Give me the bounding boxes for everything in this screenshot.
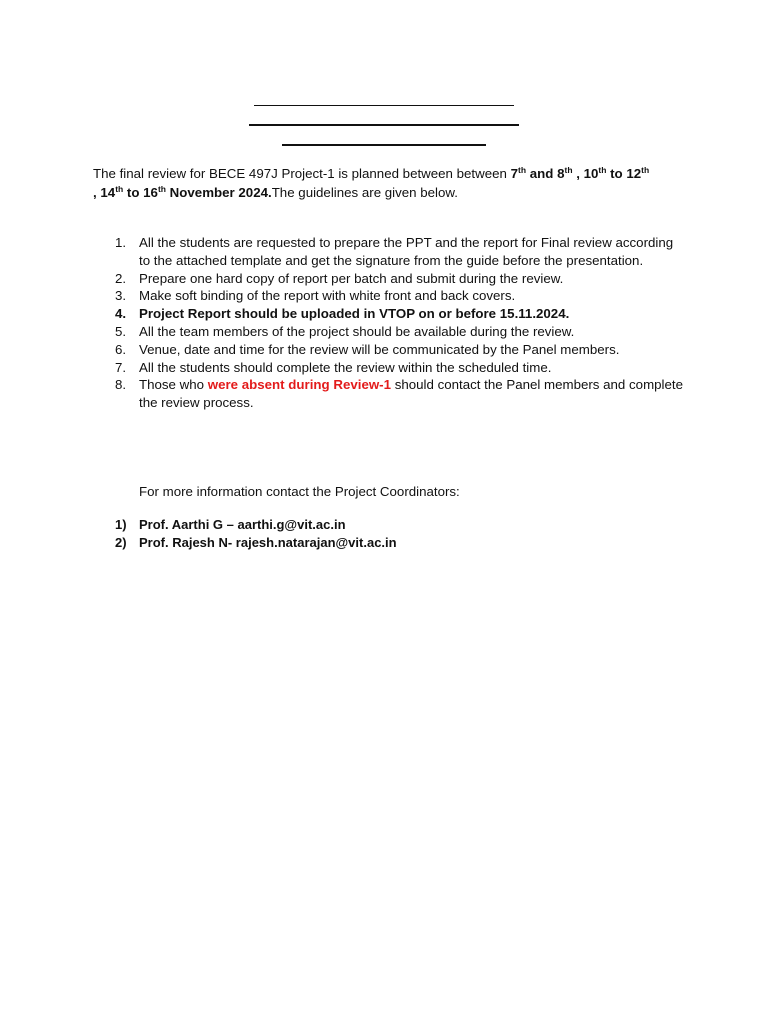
coordinator-item: 1) Prof. Aarthi G – aarthi.g@vit.ac.in bbox=[115, 517, 346, 532]
list-item: 2. Prepare one hard copy of report per batch and submit during the review. bbox=[115, 270, 564, 286]
list-item: 5. All the team members of the project should be available during the review. bbox=[115, 323, 575, 339]
contact-line: For more information contact the Project Coordinators: bbox=[139, 484, 460, 499]
title-rule-2 bbox=[249, 124, 519, 126]
intro-prefix: The final review for BECE 497J Project-1 is planned between between bbox=[93, 166, 511, 181]
title-rule-1 bbox=[254, 105, 514, 106]
coordinator-item: 2) Prof. Rajesh N- rajesh.natarajan@vit.ac.in bbox=[115, 535, 397, 550]
list-item: 1. All the students are requested to prepare the PPT and the report for Final review according to the attached template and get the signature from the guide before the presentation. bbox=[115, 235, 674, 268]
intro-paragraph bbox=[93, 164, 683, 202]
review-dates: 7th and 8th , 10th to 12th , 14th to 16th November 2024. bbox=[93, 165, 650, 200]
coordinators-list bbox=[93, 516, 593, 552]
guidelines-list bbox=[93, 234, 683, 412]
list-item: 8. Those who were absent during Review-1 should contact the Panel members and complete the review process. bbox=[115, 377, 683, 411]
title-rule-3 bbox=[282, 144, 486, 146]
list-item: 6. Venue, date and time for the review will be communicated by the Panel members. bbox=[115, 341, 620, 357]
intro-suffix: The guidelines are given below. bbox=[271, 185, 458, 200]
list-item: 3. Make soft binding of the report with white front and back covers. bbox=[115, 288, 516, 304]
absent-highlight: were absent during Review-1 bbox=[207, 377, 392, 393]
list-item: 7. All the students should complete the review within the scheduled time. bbox=[115, 359, 552, 375]
list-item: 4. Project Report should be uploaded in VTOP on or before 15.11.2024. bbox=[115, 306, 570, 322]
